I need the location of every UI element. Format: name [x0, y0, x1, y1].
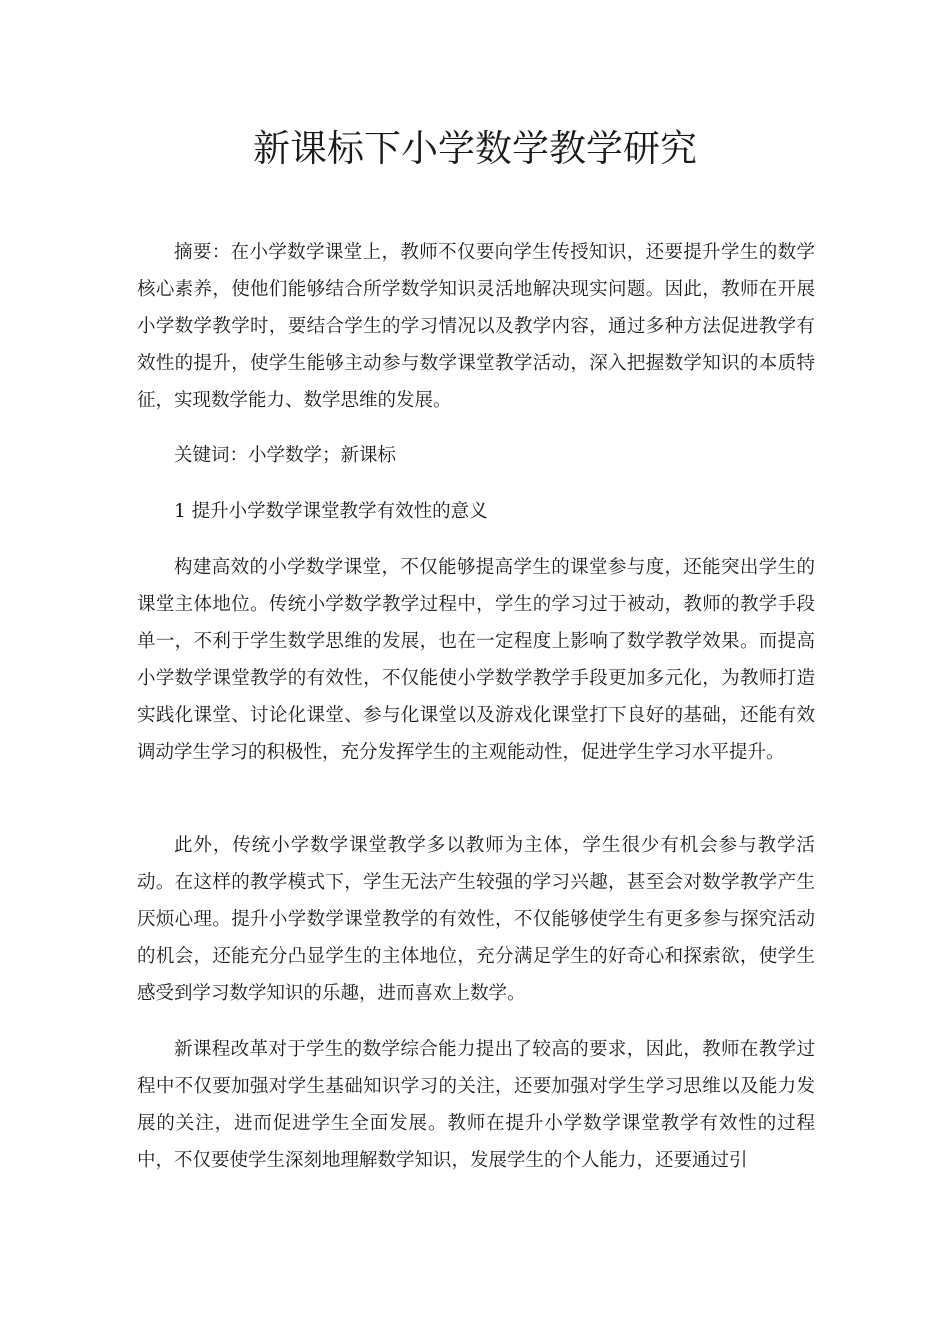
body-paragraph: 新课程改革对于学生的数学综合能力提出了较高的要求，因此，教师在教学过程中不仅要加强对学生基础知识学习的关注，还要加强对学生学习思维以及能力发展的关注，进而促进学生全面发展。教师在提升小学数学课堂教学有效性的过程中，不仅要使学生深刻地理解数学知识，发展学生的个人能力，还要通过引: [137, 1039, 815, 1171]
keywords-line: 关键词：小学数学；新课标: [174, 445, 397, 466]
abstract-paragraph: 摘要：在小学数学课堂上，教师不仅要向学生传授知识，还要提升学生的数学核心素养，使他们能够结合所学数学知识灵活地解决现实问题。因此，教师在开展小学数学教学时，要结合学生的学习情况以及教学内容，通过多种方法促进教学有效性的提升，使学生能够主动参与数学课堂教学活动，深入把握数学知识的本质特征，实现数学能力、数学思维的发展。: [137, 242, 815, 411]
body-paragraph: 构建高效的小学数学课堂，不仅能够提高学生的课堂参与度，还能突出学生的课堂主体地位。传统小学数学教学过程中，学生的学习过于被动，教师的教学手段单一，不利于学生数学思维的发展，也在一定程度上影响了数学教学效果。而提高小学数学课堂教学的有效性，不仅能使小学数学教学手段更加多元化，为教师打造实践化课堂、讨论化课堂、参与化课堂以及游戏化课堂打下良好的基础，还能有效调动学生学习的积极性，充分发挥学生的主观能动性，促进学生学习水平提升。: [137, 557, 815, 763]
document-title: 新课标下小学数学教学研究: [253, 127, 697, 170]
section-heading: 1 提升小学数学课堂教学有效性的意义: [174, 501, 488, 522]
body-paragraph: 此外，传统小学数学课堂教学多以教师为主体，学生很少有机会参与教学活动。在这样的教学模式下，学生无法产生较强的学习兴趣，甚至会对数学教学产生厌烦心理。提升小学数学课堂教学的有效性，不仅能够使学生有更多参与探究活动的机会，还能充分凸显学生的主体地位，充分满足学生的好奇心和探索欲，使学生感受到学习数学知识的乐趣，进而喜欢上数学。: [137, 835, 815, 1004]
